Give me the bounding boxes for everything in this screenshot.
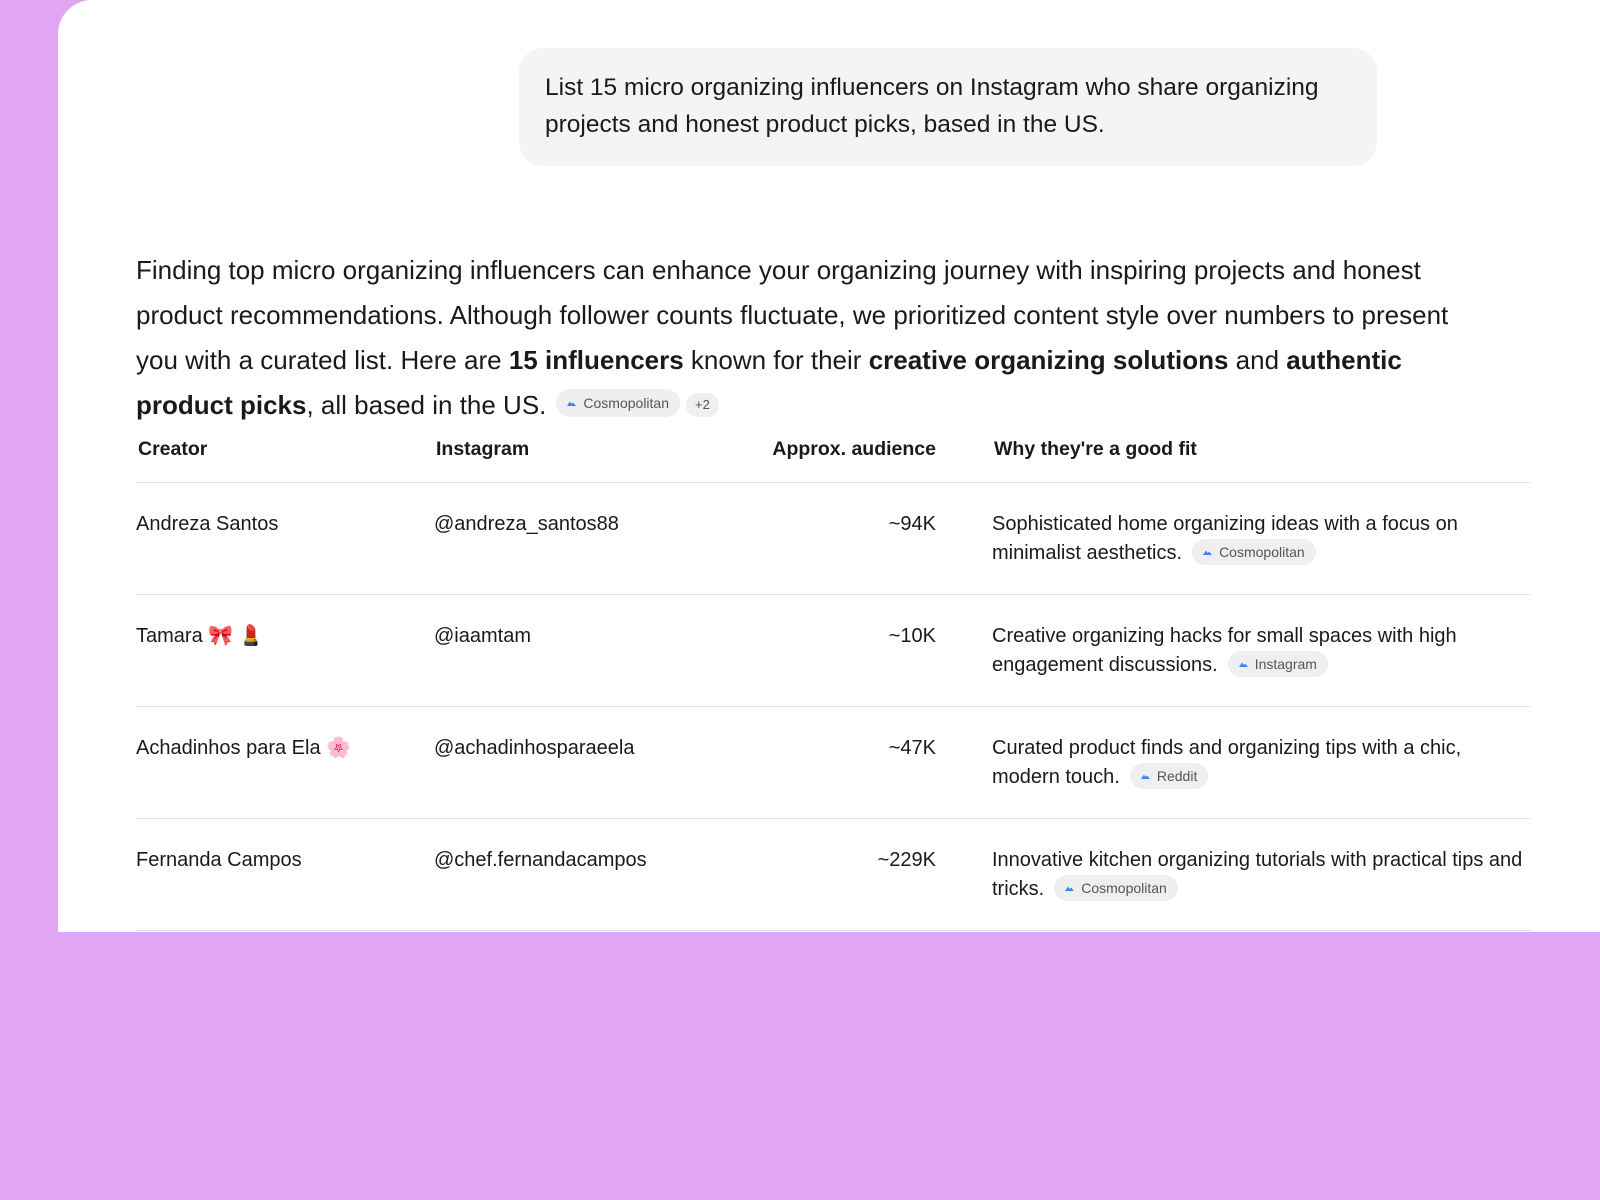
influencer-table (136, 438, 1531, 931)
source-citation-label: Instagram (1254, 655, 1317, 672)
cell-fit (936, 595, 1531, 707)
cell-creator: Andreza Santos (136, 483, 434, 595)
chat-panel (58, 0, 1600, 932)
cell-audience: ~229K (734, 819, 936, 931)
user-message-text: List 15 micro organizing influencers on Instagram who share organizing projects and honest product picks, based in the US. (545, 74, 1319, 138)
header-fit: Why they're a good fit (936, 438, 1531, 483)
source-icon (567, 400, 576, 406)
cell-fit (936, 707, 1531, 819)
table-row (136, 483, 1531, 595)
user-message-bubble (519, 48, 1377, 166)
cell-instagram: @chef.fernandacampos (434, 819, 734, 931)
source-citation-pill[interactable] (1054, 875, 1178, 901)
cell-instagram: @achadinhosparaeela (434, 707, 734, 819)
cell-creator: Achadinhos para Ela 🌸 (136, 707, 434, 819)
cell-creator: Tamara 🎀 💄 (136, 595, 434, 707)
source-citation-pill[interactable] (1192, 539, 1316, 565)
answer-text-4: , all based in the US. (306, 390, 547, 420)
source-citation-label: Cosmopolitan (583, 395, 670, 412)
answer-bold-2: creative organizing solutions (868, 345, 1229, 375)
source-citation-label: Cosmopolitan (1081, 879, 1167, 896)
source-icon (1239, 661, 1248, 667)
source-citation-label: Reddit (1156, 767, 1198, 784)
source-citation-pill[interactable] (1228, 651, 1328, 677)
fit-text: Creative organizing hacks for small spaces with high engagement discussions. (992, 625, 1457, 676)
cell-fit (936, 819, 1531, 931)
answer-bold-3: authentic product picks (136, 345, 1402, 420)
header-creator: Creator (136, 438, 434, 483)
table-row (136, 819, 1531, 931)
answer-text-1: Finding top micro organizing influencers can enhance your organizing journey with inspiring projects and honest product recommendations. Although follower counts fluctuate, we prioritized content style over numbers to present you with a curated list. Here are (136, 255, 1449, 375)
header-instagram: Instagram (434, 438, 734, 483)
assistant-answer (136, 248, 1476, 428)
source-icon (1141, 773, 1150, 779)
source-icon (1065, 885, 1074, 891)
cell-instagram: @andreza_santos88 (434, 483, 734, 595)
cell-audience: ~47K (734, 707, 936, 819)
source-citation-pill[interactable] (1130, 763, 1208, 789)
cell-audience: ~10K (734, 595, 936, 707)
source-icon (1203, 549, 1212, 555)
fit-text: Innovative kitchen organizing tutorials with practical tips and tricks. (992, 849, 1523, 900)
fit-text: Sophisticated home organizing ideas with a focus on minimalist aesthetics. (992, 513, 1458, 564)
answer-text-3: and (1228, 345, 1287, 375)
fit-text: Curated product finds and organizing tips with a chic, modern touch. (992, 737, 1462, 788)
table-row (136, 595, 1531, 707)
header-audience: Approx. audience (734, 438, 936, 483)
cell-instagram: @iaamtam (434, 595, 734, 707)
answer-bold-1: 15 influencers (508, 345, 684, 375)
source-citation-pill[interactable] (556, 389, 680, 417)
cell-audience: ~94K (734, 483, 936, 595)
answer-text-2: known for their (683, 345, 869, 375)
table-header-row (136, 438, 1531, 483)
cell-fit (936, 483, 1531, 595)
cell-creator: Fernanda Campos (136, 819, 434, 931)
table-row (136, 707, 1531, 819)
source-citation-label: Cosmopolitan (1219, 543, 1305, 560)
more-sources-pill[interactable]: +2 (686, 393, 719, 417)
